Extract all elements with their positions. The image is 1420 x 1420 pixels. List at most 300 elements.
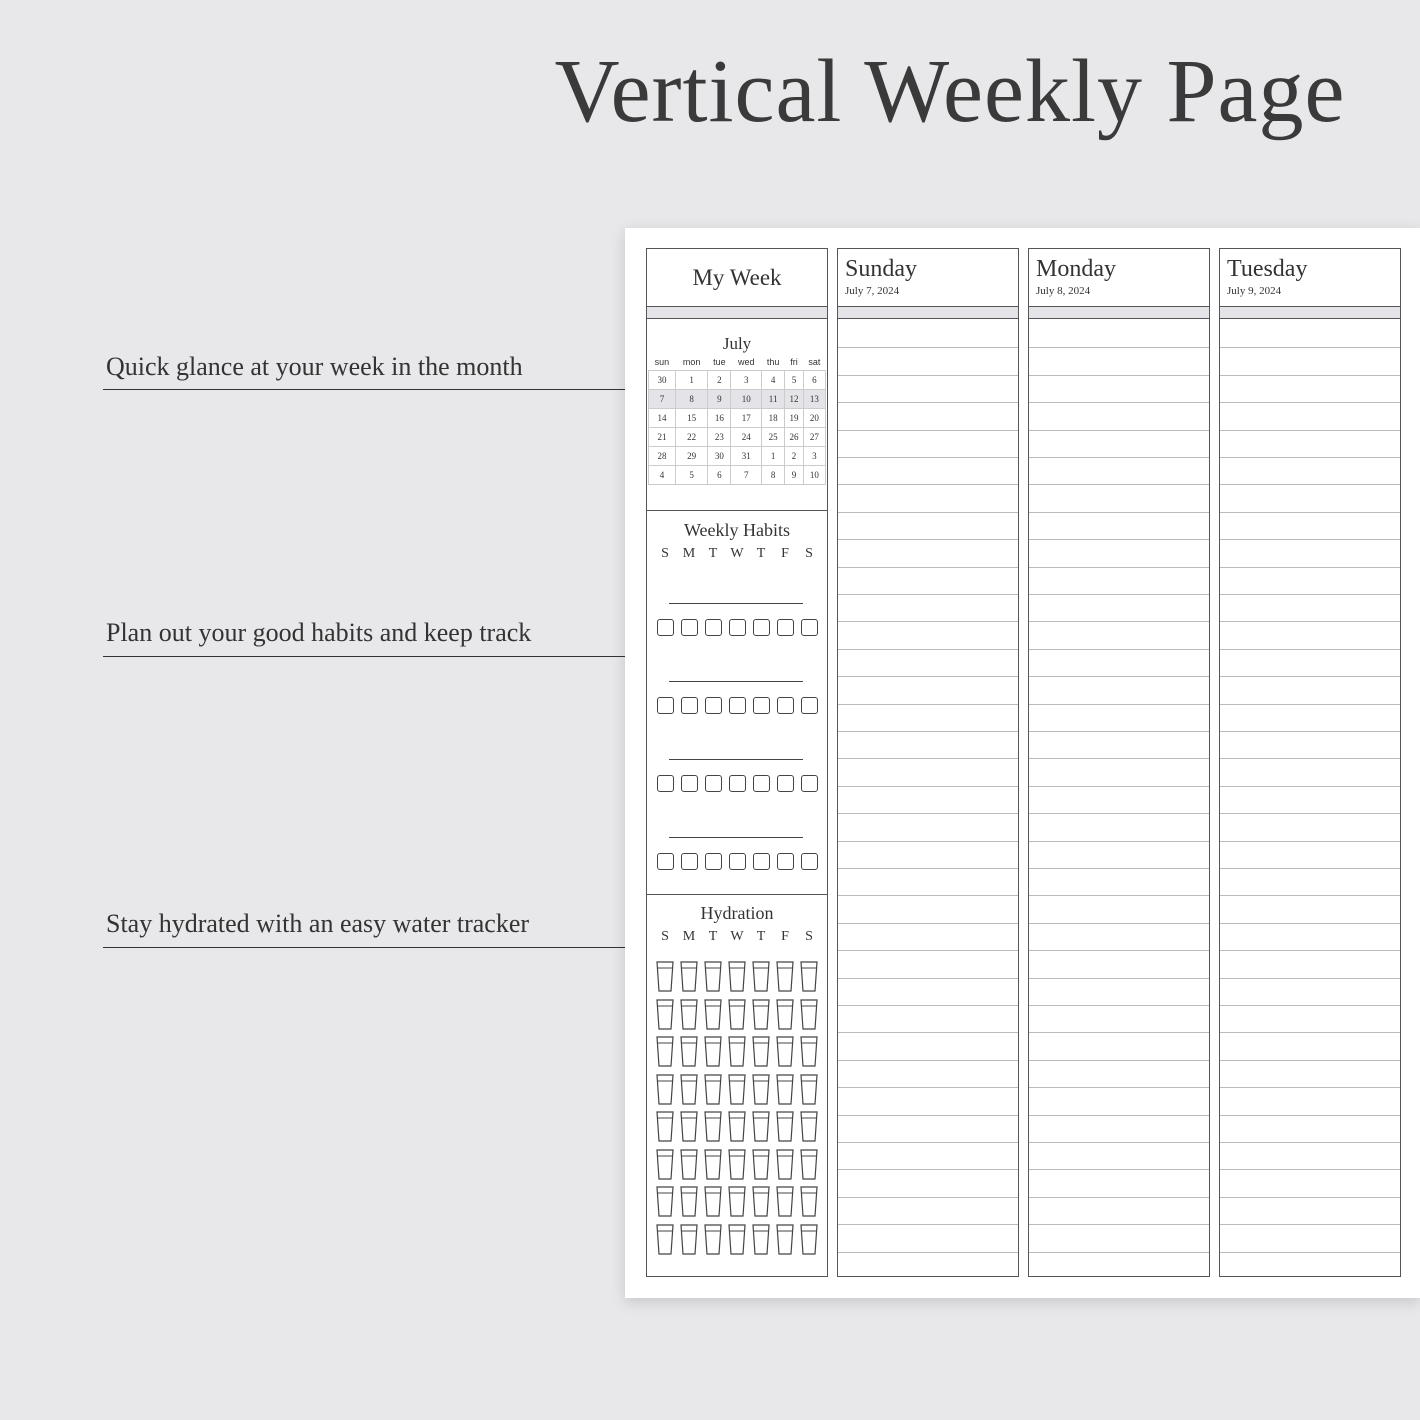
habit-checkbox[interactable] bbox=[705, 697, 722, 714]
water-glass-icon[interactable] bbox=[751, 1149, 771, 1181]
writing-rule bbox=[838, 1197, 1018, 1198]
writing-rule bbox=[838, 841, 1018, 842]
day-date: July 9, 2024 bbox=[1227, 285, 1282, 297]
day-letter: T bbox=[756, 929, 766, 944]
glass-row bbox=[655, 999, 819, 1031]
calendar-day: 2 bbox=[708, 370, 731, 389]
callout-calendar bbox=[103, 352, 523, 382]
calendar-day: 5 bbox=[675, 465, 707, 484]
water-glass-icon[interactable] bbox=[655, 1036, 675, 1068]
day-letter: W bbox=[730, 929, 744, 944]
habit-checkbox[interactable] bbox=[801, 853, 818, 870]
mini-calendar bbox=[647, 320, 827, 511]
callout-line bbox=[103, 947, 636, 948]
water-glass-icon[interactable] bbox=[679, 1036, 699, 1068]
day-name: Tuesday bbox=[1227, 256, 1308, 282]
water-glass-icon[interactable] bbox=[703, 999, 723, 1031]
calendar-day: 1 bbox=[675, 370, 707, 389]
habit-checkbox[interactable] bbox=[657, 775, 674, 792]
day-column-sunday bbox=[837, 248, 1019, 1277]
writing-rule bbox=[1029, 594, 1209, 595]
day-letter: T bbox=[756, 546, 766, 561]
water-glass-icon[interactable] bbox=[703, 961, 723, 993]
writing-rule bbox=[1220, 1197, 1400, 1198]
writing-rule bbox=[838, 786, 1018, 787]
writing-rule bbox=[1220, 1087, 1400, 1088]
writing-lines[interactable] bbox=[1029, 320, 1209, 1276]
calendar-day: 16 bbox=[708, 408, 731, 427]
water-glass-icon[interactable] bbox=[655, 1224, 675, 1256]
calendar-day: 26 bbox=[785, 427, 804, 446]
water-glass-icon[interactable] bbox=[655, 1111, 675, 1143]
water-glass-icon[interactable] bbox=[727, 1224, 747, 1256]
habit-checkbox[interactable] bbox=[777, 775, 794, 792]
writing-rule bbox=[1220, 868, 1400, 869]
calendar-week bbox=[649, 427, 826, 446]
writing-rule bbox=[838, 1005, 1018, 1006]
water-glass-icon[interactable] bbox=[799, 961, 819, 993]
hydration-tracker bbox=[647, 895, 827, 1276]
habit-checkbox[interactable] bbox=[777, 853, 794, 870]
day-letter: M bbox=[682, 929, 696, 944]
calendar-day: 18 bbox=[762, 408, 785, 427]
glass-row bbox=[655, 1149, 819, 1181]
water-glass-icon[interactable] bbox=[799, 1186, 819, 1218]
calendar-day: 6 bbox=[708, 465, 731, 484]
habit-name-line[interactable] bbox=[669, 837, 803, 838]
calendar-day: 20 bbox=[803, 408, 825, 427]
header-shade bbox=[1029, 307, 1209, 319]
writing-rule bbox=[1029, 457, 1209, 458]
habit-checkbox[interactable] bbox=[657, 619, 674, 636]
habit-checkbox[interactable] bbox=[705, 775, 722, 792]
calendar-day: 28 bbox=[649, 446, 676, 465]
writing-rule bbox=[1029, 649, 1209, 650]
water-glass-icon[interactable] bbox=[679, 1186, 699, 1218]
writing-rule bbox=[838, 923, 1018, 924]
writing-rule bbox=[838, 1224, 1018, 1225]
glass-row bbox=[655, 1074, 819, 1106]
calendar-day: 12 bbox=[785, 389, 804, 408]
habit-checkbox[interactable] bbox=[753, 853, 770, 870]
writing-rule bbox=[1029, 402, 1209, 403]
header-shade bbox=[838, 307, 1018, 319]
planner-sheet bbox=[625, 228, 1420, 1298]
calendar-day: 27 bbox=[803, 427, 825, 446]
writing-rule bbox=[838, 1169, 1018, 1170]
writing-rule bbox=[1220, 402, 1400, 403]
writing-rule bbox=[838, 758, 1018, 759]
calendar-day: 6 bbox=[803, 370, 825, 389]
water-glass-icon[interactable] bbox=[751, 1111, 771, 1143]
day-letter: F bbox=[781, 546, 789, 561]
writing-rule bbox=[1220, 457, 1400, 458]
writing-rule bbox=[1220, 1060, 1400, 1061]
calendar-day: 15 bbox=[675, 408, 707, 427]
writing-rule bbox=[1029, 786, 1209, 787]
writing-rule bbox=[1220, 1115, 1400, 1116]
water-glass-icon[interactable] bbox=[655, 1074, 675, 1106]
page-title: Vertical Weekly Page bbox=[554, 42, 1346, 141]
writing-rule bbox=[1029, 978, 1209, 979]
callout-line bbox=[103, 389, 636, 390]
writing-rule bbox=[838, 1060, 1018, 1061]
writing-rule bbox=[838, 731, 1018, 732]
writing-rule bbox=[838, 868, 1018, 869]
writing-rule bbox=[1029, 539, 1209, 540]
writing-lines[interactable] bbox=[1220, 320, 1400, 1276]
water-glass-icon[interactable] bbox=[751, 1036, 771, 1068]
water-glass-icon[interactable] bbox=[775, 999, 795, 1031]
hydration-day-letters bbox=[655, 929, 819, 945]
habit-checkbox[interactable] bbox=[777, 697, 794, 714]
water-glass-icon[interactable] bbox=[727, 1149, 747, 1181]
water-glass-icon[interactable] bbox=[727, 1036, 747, 1068]
water-glass-icon[interactable] bbox=[751, 961, 771, 993]
writing-rule bbox=[1220, 950, 1400, 951]
writing-rule bbox=[1220, 895, 1400, 896]
writing-rule bbox=[1220, 594, 1400, 595]
calendar-day: 9 bbox=[708, 389, 731, 408]
writing-rule bbox=[1029, 1005, 1209, 1006]
writing-rule bbox=[1029, 813, 1209, 814]
water-glass-icon[interactable] bbox=[751, 1074, 771, 1106]
writing-rule bbox=[1029, 1169, 1209, 1170]
calendar-day: 1 bbox=[762, 446, 785, 465]
water-glass-icon[interactable] bbox=[799, 1149, 819, 1181]
calendar-day: 11 bbox=[762, 389, 785, 408]
writing-rule bbox=[1029, 868, 1209, 869]
water-glass-icon[interactable] bbox=[679, 1224, 699, 1256]
writing-rule bbox=[838, 1087, 1018, 1088]
day-letter: T bbox=[708, 546, 718, 561]
habit-checkbox[interactable] bbox=[777, 619, 794, 636]
writing-rule bbox=[1220, 1005, 1400, 1006]
writing-rule bbox=[838, 512, 1018, 513]
callout-hydration bbox=[103, 909, 529, 939]
habit-checkbox[interactable] bbox=[681, 697, 698, 714]
writing-rule bbox=[1220, 430, 1400, 431]
writing-rule bbox=[838, 704, 1018, 705]
writing-rule bbox=[1029, 1032, 1209, 1033]
water-glass-icon[interactable] bbox=[799, 1074, 819, 1106]
water-glass-icon[interactable] bbox=[775, 961, 795, 993]
day-date: July 7, 2024 bbox=[845, 285, 900, 297]
calendar-day: 14 bbox=[649, 408, 676, 427]
water-glass-icon[interactable] bbox=[751, 1224, 771, 1256]
writing-rule bbox=[1029, 1115, 1209, 1116]
writing-rule bbox=[1220, 621, 1400, 622]
writing-rule bbox=[1220, 484, 1400, 485]
weekday-label: mon bbox=[682, 357, 701, 368]
myweek-title: My Week bbox=[692, 265, 782, 290]
day-name: Sunday bbox=[845, 256, 917, 282]
writing-rule bbox=[1220, 347, 1400, 348]
calendar-week bbox=[649, 389, 826, 408]
writing-rule bbox=[1220, 1169, 1400, 1170]
writing-rule bbox=[1029, 347, 1209, 348]
calendar-day: 17 bbox=[731, 408, 762, 427]
writing-rule bbox=[838, 1032, 1018, 1033]
habit-checkbox[interactable] bbox=[753, 775, 770, 792]
calendar-week bbox=[649, 446, 826, 465]
habit-checkbox[interactable] bbox=[729, 775, 746, 792]
calendar-day: 25 bbox=[762, 427, 785, 446]
water-glass-icon[interactable] bbox=[727, 1111, 747, 1143]
writing-rule bbox=[838, 813, 1018, 814]
writing-rule bbox=[1220, 375, 1400, 376]
calendar-day: 7 bbox=[731, 465, 762, 484]
water-glass-icon[interactable] bbox=[655, 1149, 675, 1181]
water-glass-icon[interactable] bbox=[727, 999, 747, 1031]
writing-rule bbox=[838, 978, 1018, 979]
water-glass-icon[interactable] bbox=[727, 961, 747, 993]
writing-rule bbox=[1029, 567, 1209, 568]
writing-rule bbox=[1029, 1087, 1209, 1088]
writing-rule bbox=[1220, 676, 1400, 677]
water-glass-icon[interactable] bbox=[799, 1111, 819, 1143]
day-letter: M bbox=[682, 546, 696, 561]
calendar-day: 29 bbox=[675, 446, 707, 465]
weekday-label: fri bbox=[790, 357, 798, 368]
day-letter: W bbox=[730, 546, 744, 561]
glass-row bbox=[655, 1111, 819, 1143]
water-glass-icon[interactable] bbox=[703, 1149, 723, 1181]
writing-rule bbox=[1029, 512, 1209, 513]
water-glass-icon[interactable] bbox=[703, 1186, 723, 1218]
water-glass-icon[interactable] bbox=[679, 1111, 699, 1143]
water-glass-icon[interactable] bbox=[655, 999, 675, 1031]
water-glass-icon[interactable] bbox=[799, 999, 819, 1031]
writing-rule bbox=[1029, 375, 1209, 376]
writing-rule bbox=[1029, 923, 1209, 924]
water-glass-icon[interactable] bbox=[727, 1186, 747, 1218]
habit-checkbox[interactable] bbox=[753, 697, 770, 714]
day-date: July 8, 2024 bbox=[1036, 285, 1091, 297]
calendar-day: 4 bbox=[762, 370, 785, 389]
water-glass-icon[interactable] bbox=[703, 1224, 723, 1256]
calendar-day: 7 bbox=[649, 389, 676, 408]
weekly-habits bbox=[647, 511, 827, 895]
writing-rule bbox=[838, 676, 1018, 677]
water-glass-icon[interactable] bbox=[655, 961, 675, 993]
writing-rule bbox=[1029, 430, 1209, 431]
writing-rule bbox=[838, 539, 1018, 540]
habit-checkbox[interactable] bbox=[801, 619, 818, 636]
writing-rule bbox=[1029, 1252, 1209, 1253]
water-glass-icon[interactable] bbox=[727, 1074, 747, 1106]
header-shade bbox=[647, 307, 827, 319]
writing-rule bbox=[1220, 1252, 1400, 1253]
water-glass-icon[interactable] bbox=[679, 1149, 699, 1181]
header-shade bbox=[1220, 307, 1400, 319]
writing-rule bbox=[1220, 786, 1400, 787]
writing-rule bbox=[838, 484, 1018, 485]
calendar-day: 3 bbox=[731, 370, 762, 389]
writing-rule bbox=[838, 375, 1018, 376]
day-letter: T bbox=[708, 929, 718, 944]
habit-checkbox[interactable] bbox=[801, 775, 818, 792]
calendar-day: 23 bbox=[708, 427, 731, 446]
callout-text: Stay hydrated with an easy water tracker bbox=[106, 909, 530, 938]
habit-checkbox-row bbox=[655, 619, 819, 636]
writing-rule bbox=[1029, 621, 1209, 622]
writing-rule bbox=[1220, 704, 1400, 705]
water-glass-icon[interactable] bbox=[655, 1186, 675, 1218]
calendar-day: 30 bbox=[649, 370, 676, 389]
myweek-header bbox=[647, 249, 827, 307]
day-header bbox=[1029, 249, 1209, 307]
habit-name-line[interactable] bbox=[669, 603, 803, 604]
writing-rule bbox=[1220, 649, 1400, 650]
writing-rule bbox=[1029, 704, 1209, 705]
habit-checkbox[interactable] bbox=[705, 619, 722, 636]
calendar-month: July bbox=[722, 334, 752, 353]
writing-lines[interactable] bbox=[838, 320, 1018, 1276]
habit-checkbox[interactable] bbox=[681, 619, 698, 636]
writing-rule bbox=[1220, 512, 1400, 513]
water-glass-icon[interactable] bbox=[751, 999, 771, 1031]
water-glass-icon[interactable] bbox=[799, 1036, 819, 1068]
calendar-day: 2 bbox=[785, 446, 804, 465]
writing-rule bbox=[1029, 758, 1209, 759]
calendar-day: 9 bbox=[785, 465, 804, 484]
habit-checkbox[interactable] bbox=[801, 697, 818, 714]
writing-rule bbox=[1220, 539, 1400, 540]
writing-rule bbox=[1220, 758, 1400, 759]
hydration-title: Hydration bbox=[700, 903, 774, 923]
water-glass-icon[interactable] bbox=[775, 1036, 795, 1068]
water-glass-icon[interactable] bbox=[799, 1224, 819, 1256]
habit-checkbox[interactable] bbox=[729, 619, 746, 636]
weekday-label: sat bbox=[808, 357, 821, 368]
weekday-label: sun bbox=[654, 357, 670, 368]
calendar-day: 22 bbox=[675, 427, 707, 446]
writing-rule bbox=[838, 457, 1018, 458]
habit-checkbox[interactable] bbox=[681, 775, 698, 792]
writing-rule bbox=[1029, 1197, 1209, 1198]
calendar-week bbox=[649, 465, 826, 484]
calendar-day: 31 bbox=[731, 446, 762, 465]
water-glass-icon[interactable] bbox=[775, 1224, 795, 1256]
writing-rule bbox=[838, 895, 1018, 896]
day-name: Monday bbox=[1036, 256, 1116, 282]
writing-rule bbox=[1220, 1032, 1400, 1033]
writing-rule bbox=[1029, 950, 1209, 951]
habits-title: Weekly Habits bbox=[683, 520, 791, 540]
calendar-day: 10 bbox=[803, 465, 825, 484]
writing-rule bbox=[838, 1252, 1018, 1253]
water-glass-icon[interactable] bbox=[703, 1074, 723, 1106]
writing-rule bbox=[1220, 841, 1400, 842]
writing-rule bbox=[838, 649, 1018, 650]
habit-checkbox[interactable] bbox=[681, 853, 698, 870]
writing-rule bbox=[1029, 841, 1209, 842]
writing-rule bbox=[838, 1115, 1018, 1116]
writing-rule bbox=[1029, 895, 1209, 896]
calendar-day: 8 bbox=[762, 465, 785, 484]
weekday-label: thu bbox=[766, 357, 780, 368]
day-header bbox=[1220, 249, 1400, 307]
weekday-label: wed bbox=[738, 357, 755, 368]
writing-rule bbox=[1220, 731, 1400, 732]
habit-checkbox[interactable] bbox=[657, 853, 674, 870]
water-glass-icon[interactable] bbox=[775, 1149, 795, 1181]
day-letter: F bbox=[781, 929, 789, 944]
writing-rule bbox=[1220, 923, 1400, 924]
water-glass-icon[interactable] bbox=[679, 999, 699, 1031]
writing-rule bbox=[1220, 978, 1400, 979]
habit-name-line[interactable] bbox=[669, 759, 803, 760]
day-column-tuesday bbox=[1219, 248, 1401, 1277]
day-letter: S bbox=[805, 929, 813, 944]
calendar-day: 30 bbox=[708, 446, 731, 465]
writing-rule bbox=[1029, 1142, 1209, 1143]
calendar-day: 8 bbox=[675, 389, 707, 408]
writing-rule bbox=[1029, 484, 1209, 485]
calendar-day: 19 bbox=[785, 408, 804, 427]
writing-rule bbox=[838, 430, 1018, 431]
calendar-week bbox=[649, 370, 826, 389]
day-header bbox=[838, 249, 1018, 307]
calendar-day: 4 bbox=[649, 465, 676, 484]
habit-checkbox[interactable] bbox=[729, 697, 746, 714]
calendar-day: 13 bbox=[803, 389, 825, 408]
habit-checkbox[interactable] bbox=[657, 697, 674, 714]
calendar-day: 21 bbox=[649, 427, 676, 446]
writing-rule bbox=[1029, 1224, 1209, 1225]
habit-checkbox-row bbox=[655, 697, 819, 714]
habit-checkbox[interactable] bbox=[705, 853, 722, 870]
glass-row bbox=[655, 1224, 819, 1256]
writing-rule bbox=[838, 950, 1018, 951]
writing-rule bbox=[838, 594, 1018, 595]
water-glass-icon[interactable] bbox=[751, 1186, 771, 1218]
weekday-label: tue bbox=[713, 357, 726, 368]
water-glass-icon[interactable] bbox=[775, 1111, 795, 1143]
day-column-monday bbox=[1028, 248, 1210, 1277]
water-glass-icon[interactable] bbox=[703, 1036, 723, 1068]
day-letter: S bbox=[661, 929, 669, 944]
calendar-day: 5 bbox=[785, 370, 804, 389]
habit-checkbox[interactable] bbox=[729, 853, 746, 870]
writing-rule bbox=[1029, 731, 1209, 732]
callout-text: Plan out your good habits and keep track bbox=[106, 618, 532, 647]
writing-rule bbox=[838, 1142, 1018, 1143]
callout-line bbox=[103, 656, 636, 657]
calendar-day: 10 bbox=[731, 389, 762, 408]
day-letter: S bbox=[805, 546, 813, 561]
glass-row bbox=[655, 1186, 819, 1218]
myweek-column bbox=[646, 248, 828, 1277]
calendar-day: 24 bbox=[731, 427, 762, 446]
writing-rule bbox=[1220, 1224, 1400, 1225]
water-glass-icon[interactable] bbox=[775, 1074, 795, 1106]
calendar-day: 3 bbox=[803, 446, 825, 465]
water-glass-icon[interactable] bbox=[679, 1074, 699, 1106]
habit-checkbox-row bbox=[655, 853, 819, 870]
writing-rule bbox=[1220, 813, 1400, 814]
writing-rule bbox=[838, 402, 1018, 403]
water-glass-icon[interactable] bbox=[703, 1111, 723, 1143]
water-glass-icon[interactable] bbox=[679, 961, 699, 993]
water-glass-icon[interactable] bbox=[775, 1186, 795, 1218]
writing-rule bbox=[838, 347, 1018, 348]
habit-checkbox[interactable] bbox=[753, 619, 770, 636]
calendar-week bbox=[649, 408, 826, 427]
habit-name-line[interactable] bbox=[669, 681, 803, 682]
writing-rule bbox=[838, 621, 1018, 622]
